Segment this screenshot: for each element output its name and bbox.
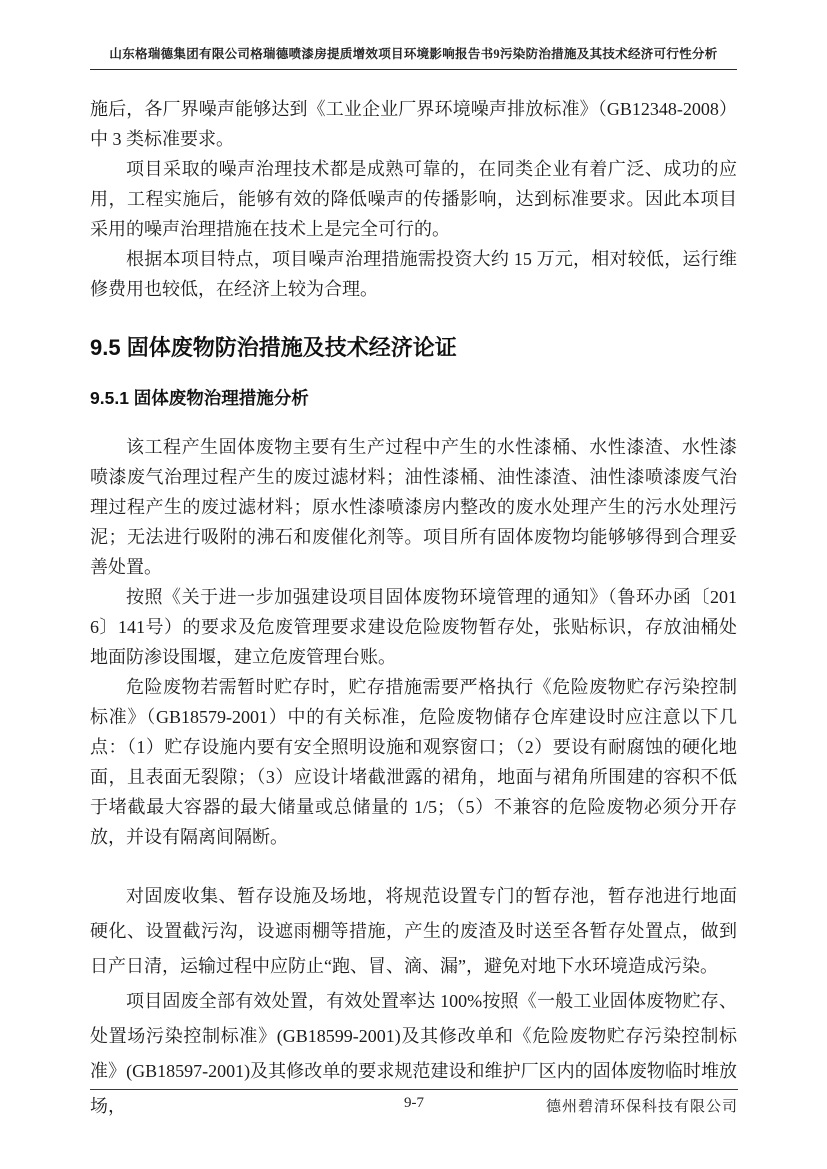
running-header-title: 山东格瑞德集团有限公司格瑞德喷漆房提质增效项目环境影响报告书9污染防治措施及其技术经济可行性分析 (109, 47, 718, 61)
footer-company-name: 德州碧清环保科技有限公司 (545, 1099, 738, 1115)
paragraph-noise-continuation: 施后，各厂界噪声能够达到《工业企业厂界环境噪声排放标准》（GB12348-2008）中 3 类标准要求。 (90, 99, 737, 149)
paragraph-disposal-rate: 项目固废全部有效处置，有效处置率达 100%按照《一般工业固体废物贮存、处置场污染控制标准》(GB18599-2001)及其修改单和《危险废物贮存污染控制标准》(GB18597-2001)及其修改单的要求规范建设和维护厂区内的固体废物临时堆放场， (90, 991, 737, 1116)
subsection-heading-9-5-1: 9.5.1 固体废物治理措施分析 (90, 388, 309, 408)
section-heading-9-5: 9.5 固体废物防治措施及技术经济论证 (90, 335, 457, 360)
paragraph-solid-waste-types: 该工程产生固体废物主要有生产过程中产生的水性漆桶、水性漆渣、水性漆喷漆废气治理过程产生的废过滤材料；油性漆桶、油性漆渣、油性漆喷漆废气治理过程产生的废过滤材料；原水性漆喷漆房内整改的废水处理产生的污水处理污泥；无法进行吸附的沸石和废催化剂等。项目所有固体废物均能够够得到合理妥善处置。 (90, 437, 737, 577)
page-content (90, 94, 737, 1124)
page-number: 9-7 (404, 1095, 424, 1111)
paragraph-notice-requirements: 按照《关于进一步加强建设项目固体废物环境管理的通知》（鲁环办函〔2016〕141号）的要求及危废管理要求建设危险废物暂存处，张贴标识，存放油桶处地面防渗设围堰，建立危废管理台账。 (90, 587, 737, 667)
paragraph-collection-facilities: 对固废收集、暂存设施及场地，将规范设置专门的暂存池，暂存池进行地面硬化、设置截污沟，设遮雨棚等措施，产生的废渣及时送至各暂存处置点，做到日产日清，运输过程中应防止“跑、冒、滴、漏”，避免对地下水环境造成污染。 (90, 886, 737, 976)
headings-spacer (90, 410, 737, 432)
paragraph-noise-investment: 根据本项目特点，项目噪声治理措施需投资大约 15 万元，相对较低，运行维修费用也较低，在经济上较为合理。 (90, 249, 737, 299)
running-header (90, 44, 737, 70)
paragraph-noise-technology: 项目采取的噪声治理技术都是成熟可靠的，在同类企业有着广泛、成功的应用，工程实施后，能够有效的降低噪声的传播影响，达到标准要求。因此本项目采用的噪声治理措施在技术上是完全可行的。 (90, 159, 737, 239)
page-footer (90, 1089, 738, 1121)
paragraph-storage-standard: 危险废物若需暂时贮存时，贮存措施需要严格执行《危险废物贮存污染控制标准》（GB18579-2001）中的有关标准，危险废物储存仓库建设时应注意以下几点：（1）贮存设施内要有安全照明设施和观察窗口；（2）要设有耐腐蚀的硬化地面，且表面无裂隙；（3）应设计堵截泄露的裙角，地面与裙角所围建的容积不低于堵截最大容器的最大储量或总储量的 1/5；（5）不兼容的危险废物必须分开存放，并设有隔离间隔断。 (90, 677, 737, 847)
